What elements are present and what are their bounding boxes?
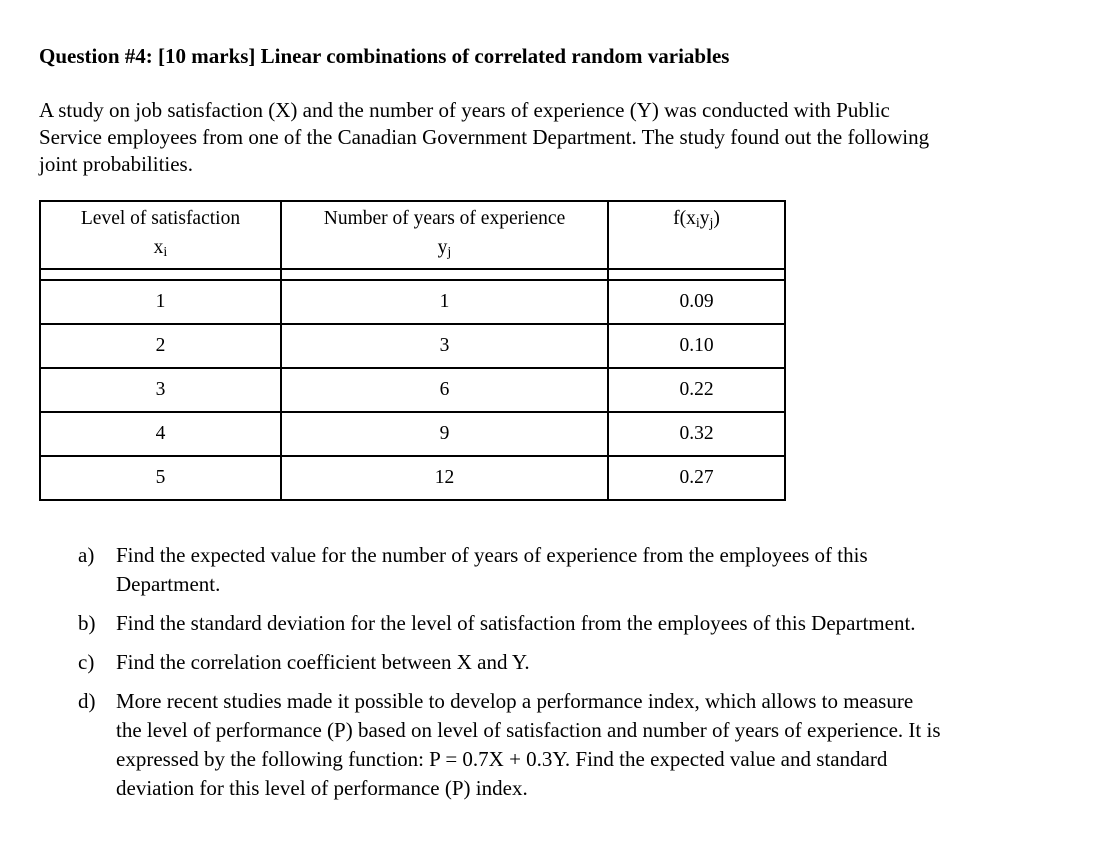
table-row bbox=[40, 280, 785, 324]
question-item-d bbox=[78, 687, 1038, 803]
table-row bbox=[40, 412, 785, 456]
cell-x: 4 bbox=[40, 412, 281, 456]
question-text: the level of performance (P) based on level of satisfaction and number of years of experience. It is bbox=[116, 718, 941, 742]
question-label: a) bbox=[78, 543, 95, 567]
cell-x: 5 bbox=[40, 456, 281, 500]
intro-paragraph bbox=[39, 97, 1039, 178]
intro-line: A study on job satisfaction (X) and the number of years of experience (Y) was conducted with Public bbox=[39, 98, 890, 122]
cell-f: 0.27 bbox=[608, 456, 785, 500]
table-row bbox=[40, 324, 785, 368]
question-text: Find the correlation coefficient between X and Y. bbox=[116, 650, 530, 674]
question-item-c bbox=[78, 648, 1038, 677]
question-text: Find the standard deviation for the level of satisfaction from the employees of this Department. bbox=[116, 611, 916, 635]
header-level-of-satisfaction: Level of satisfaction $x_i$ bbox=[40, 201, 281, 269]
header-symbol-x: $x_i$ bbox=[153, 237, 168, 261]
table-row bbox=[40, 368, 785, 412]
cell-f: 0.10 bbox=[608, 324, 785, 368]
question-item-b bbox=[78, 609, 1038, 638]
cell-x: 3 bbox=[40, 368, 281, 412]
question-text: Department. bbox=[116, 572, 221, 596]
question-text: deviation for this level of performance (P) index. bbox=[116, 776, 528, 800]
table-header-row bbox=[40, 201, 785, 269]
cell-y: 9 bbox=[281, 412, 608, 456]
cell-f: 0.22 bbox=[608, 368, 785, 412]
intro-line: joint probabilities. bbox=[39, 152, 193, 176]
question-item-a bbox=[78, 541, 1038, 599]
table-row bbox=[40, 456, 785, 500]
cell-f: 0.09 bbox=[608, 280, 785, 324]
question-label: c) bbox=[78, 650, 95, 674]
cell-f: 0.32 bbox=[608, 412, 785, 456]
header-years-of-experience: Number of years of experience $y_j$ bbox=[281, 201, 608, 269]
cell-y: 6 bbox=[281, 368, 608, 412]
question-label: b) bbox=[78, 611, 96, 635]
question-text: expressed by the following function: P = 0.7X + 0.3Y. Find the expected value and standard bbox=[116, 747, 888, 771]
intro-line: Service employees from one of the Canadian Government Department. The study found out the following bbox=[39, 125, 930, 149]
cell-y: 3 bbox=[281, 324, 608, 368]
question-text: Find the expected value for the number of years of experience from the employees of this bbox=[116, 543, 868, 567]
table-spacer-row bbox=[40, 269, 785, 280]
question-list bbox=[78, 541, 1038, 813]
cell-y: 12 bbox=[281, 456, 608, 500]
cell-x: 1 bbox=[40, 280, 281, 324]
header-symbol-y: $y_j$ bbox=[437, 237, 452, 261]
cell-x: 2 bbox=[40, 324, 281, 368]
question-label: d) bbox=[78, 689, 96, 713]
header-joint-probability: $f(x_iy_j)$ bbox=[608, 201, 785, 269]
cell-y: 1 bbox=[281, 280, 608, 324]
question-text: More recent studies made it possible to develop a performance index, which allows to measure bbox=[116, 689, 914, 713]
joint-probability-table bbox=[39, 200, 786, 501]
question-title: Question #4: [10 marks] Linear combinations of correlated random variables bbox=[39, 44, 730, 68]
